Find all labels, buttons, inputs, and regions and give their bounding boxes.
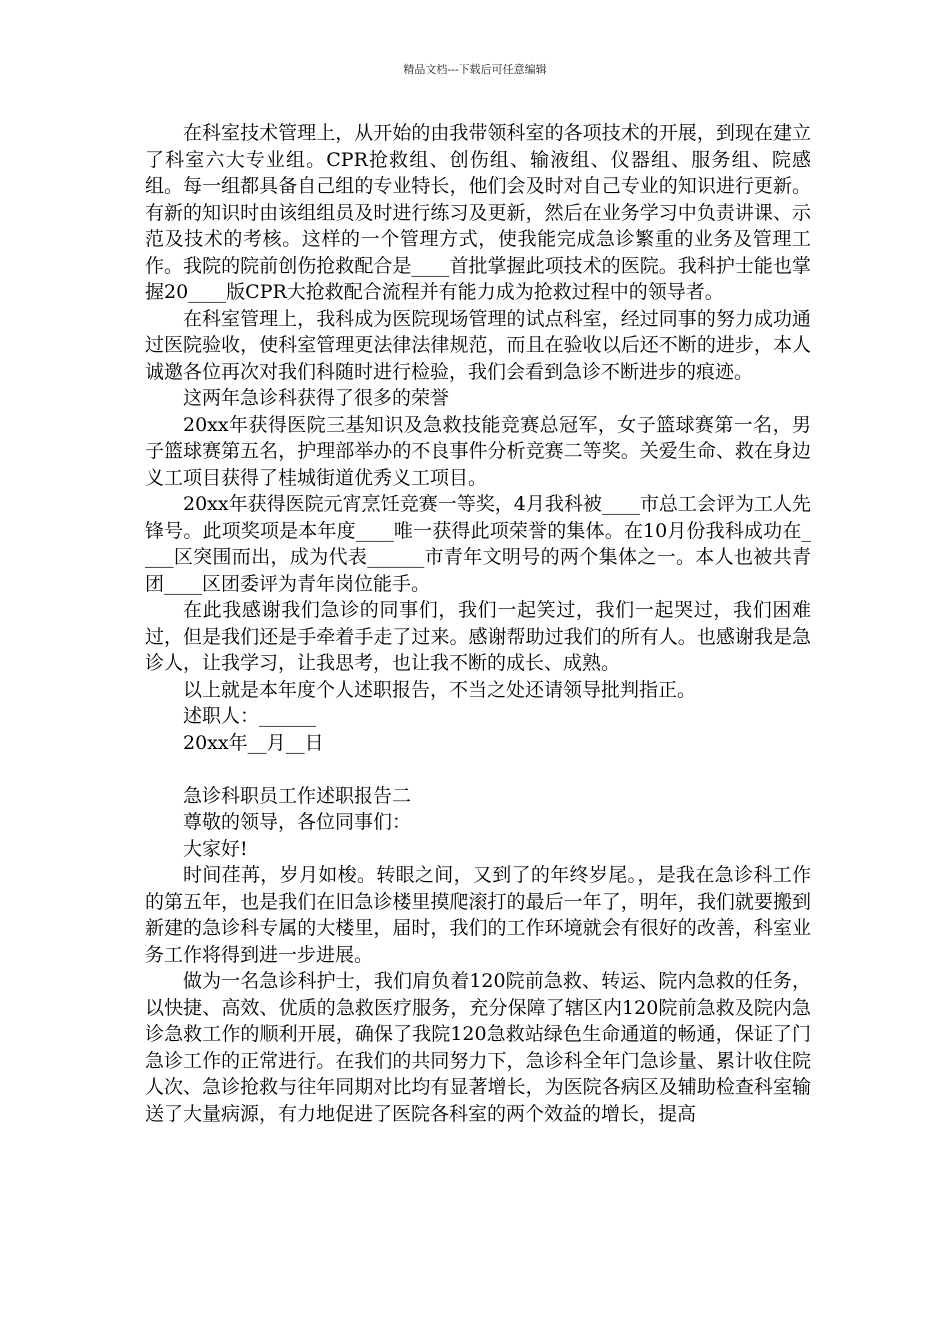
page-header: 精品文档---下载后可任意编辑 <box>403 63 547 76</box>
section-spacer <box>145 756 811 783</box>
paragraph-honors-year1: 20xx年获得医院三基知识及急救技能竞赛总冠军，女子篮球赛第一名，男子篮球赛第五名，护理部举办的不良事件分析竞赛二等奖。关爱生命、救在身边义工项目获得了桂城街道优秀义工项目。 <box>145 413 811 489</box>
section-title-report-two: 急诊科职员工作述职报告二 <box>183 784 412 807</box>
paragraph-honors-intro: 这两年急诊科获得了很多的荣誉 <box>183 387 450 409</box>
date-line: 20xx年__月__日 <box>183 731 324 754</box>
paragraph-closing: 以上就是本年度个人述职报告，不当之处还请领导批判指正。 <box>183 678 697 701</box>
paragraph-thanks: 在此我感谢我们急诊的同事们，我们一起笑过，我们一起哭过，我们困难过，但是我们还是手牵着手走了过来。感谢帮助过我们的所有人。也感谢我是急诊人，让我学习，让我思考，也让我不断的成长、成熟。 <box>145 599 811 674</box>
paragraph-dept-management: 在科室管理上，我科成为医院现场管理的试点科室，经过同事的努力成功通过医院验收，使科室管理更法律法律规范，而且在验收以后还不断的进步，本人诚邀各位再次对我们科随时进行检验，我们会看到急诊不断进步的痕迹。 <box>145 307 811 383</box>
paragraph-year-end: 时间荏苒，岁月如梭。转眼之间，又到了的年终岁尾。，是我在急诊科工作的第五年，也是我们在旧急诊楼里摸爬滚打的最后一年了，明年，我们就要搬到新建的急诊科专属的大楼里，届时，我们的工作环境就会有很好的改善，科室业务工作将得到进一步进展。 <box>145 864 811 966</box>
salutation: 尊敬的领导，各位同事们： <box>183 811 412 833</box>
paragraph-tech-management: 在科室技术管理上，从开始的由我带领科室的各项技术的开展，到现在建立了科室六大专业组。CPR抢救组、创伤组、输液组、仪器组、服务组、院感组。每一组都具备自己组的专业特长，他们会及时对自己专业的知识进行更新。有新的知识时由该组组员及时进行练习及更新，然后在业务学习中负责讲课、示范及技术的考核。这样的一个管理方式，使我能完成急诊繁重的业务及管理工作。我院的院前创伤抢救配合是____首批掌握此项技术的医院。我科护士能也掌握20____版CPR大抢救配合流程并有能力成为抢救过程中的领导者。 <box>145 122 811 303</box>
greeting: 大家好! <box>183 837 248 860</box>
paragraph-nurse-duty: 做为一名急诊科护士，我们肩负着120院前急救、转运、院内急救的任务，以快捷、高效、优质的急救医疗服务，充分保障了辖区内120院前急救及院内急诊急救工作的顺利开展，确保了我院120急救站绿色生命通道的畅通，保证了门急诊工作的正常进行。在我们的共同努力下，急诊科全年门急诊量、累计收住院人次、急诊抢救与往年同期对比均有显著增长，为医院各病区及辅助检查科室输送了大量病源，有力地促进了医院各科室的两个效益的增长，提高 <box>145 970 811 1125</box>
paragraph-honors-year2: 20xx年获得医院元宵烹饪竞赛一等奖，4月我科被____市总工会评为工人先锋号。此项奖项是本年度____唯一获得此项荣誉的集体。在10月份我科成功在____区突围而出，成为代表______市青年文明号的两个集体之一。本人也被共青团____区团委评为青年岗位能手。 <box>145 493 811 595</box>
document-body <box>145 120 811 1127</box>
signature-line: 述职人：______ <box>183 705 317 727</box>
